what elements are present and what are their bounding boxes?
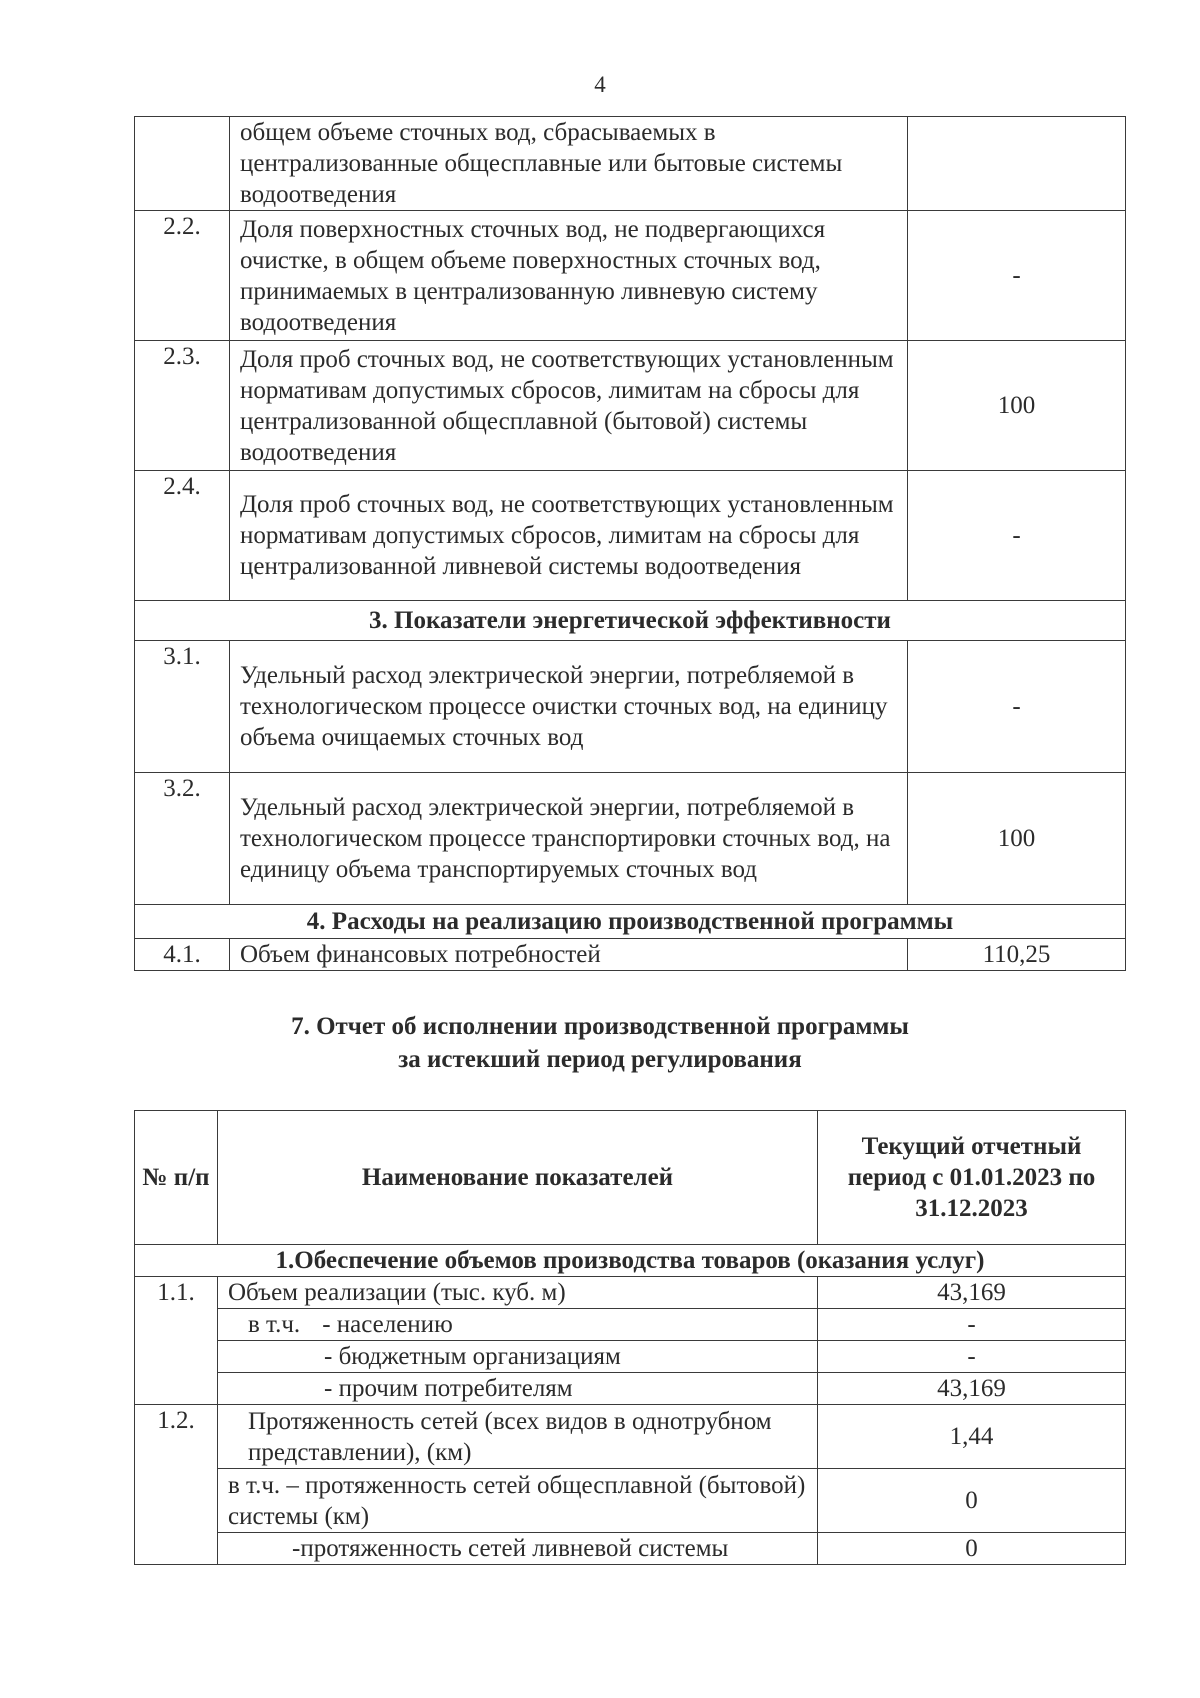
indicator-name: - прочим потребителям — [218, 1373, 818, 1405]
indicator-name: - бюджетным организациям — [218, 1341, 818, 1373]
indicators-table — [134, 116, 1126, 971]
section-row — [135, 905, 1126, 939]
table-row — [135, 117, 1126, 211]
table-row — [135, 1341, 1126, 1373]
prefix-label: в т.ч. — [248, 1311, 301, 1338]
indicator-value: 1,44 — [818, 1405, 1126, 1469]
indicator-name: Объем финансовых потребностей — [230, 939, 908, 971]
indicator-value: - — [908, 471, 1126, 601]
row-number: 2.4. — [135, 471, 230, 601]
indicator-name: Протяженность сетей (всех видов в однотрубном представлении), (км) — [218, 1405, 818, 1469]
indicator-value: 110,25 — [908, 939, 1126, 971]
table-row — [135, 1373, 1126, 1405]
table-row — [135, 211, 1126, 341]
table-row — [135, 773, 1126, 905]
indicator-value: 0 — [818, 1533, 1126, 1565]
indicator-name: Доля проб сточных вод, не соответствующих установленным нормативам допустимых сбросов, лимитам на сбросы для централизованной ливневой системы водоотведения — [230, 471, 908, 601]
section-heading: 1.Обеспечение объемов производства товаров (оказания услуг) — [135, 1245, 1126, 1277]
report-table — [134, 1110, 1126, 1565]
section-row — [135, 601, 1126, 641]
row-number: 3.2. — [135, 773, 230, 905]
indicator-value: 100 — [908, 341, 1126, 471]
indicator-value: 100 — [908, 773, 1126, 905]
header-period: Текущий отчетный период с 01.01.2023 по 31.12.2023 — [818, 1111, 1126, 1245]
indicator-name: Удельный расход электрической энергии, потребляемой в технологическом процессе транспортировки сточных вод, на единицу объема транспортируемых сточных вод — [230, 773, 908, 905]
section-7-title-line-2: за истекший период регулирования — [398, 1046, 802, 1073]
table-row — [135, 1469, 1126, 1533]
row-number: 4.1. — [135, 939, 230, 971]
indicator-value: - — [908, 211, 1126, 341]
table-row — [135, 1309, 1126, 1341]
section-7-title — [0, 1010, 1200, 1076]
page-number: 4 — [594, 72, 606, 97]
table-row — [135, 641, 1126, 773]
indicator-name: Доля проб сточных вод, не соответствующих установленным нормативам допустимых сбросов, лимитам на сбросы для централизованной общесплавной (бытовой) системы водоотведения — [230, 341, 908, 471]
row-number: 1.1. — [135, 1277, 218, 1405]
indicator-name: общем объеме сточных вод, сбрасываемых в централизованные общесплавные или бытовые системы водоотведения — [230, 117, 908, 211]
table-row — [135, 1533, 1126, 1565]
row-number: 2.2. — [135, 211, 230, 341]
section-row — [135, 1245, 1126, 1277]
indicator-value — [908, 117, 1126, 211]
header-num: № п/п — [135, 1111, 218, 1245]
row-number: 2.3. — [135, 341, 230, 471]
indicator-value: - — [818, 1309, 1126, 1341]
row-number: 3.1. — [135, 641, 230, 773]
indicator-value: 0 — [818, 1469, 1126, 1533]
indicator-value: 43,169 — [818, 1373, 1126, 1405]
indicator-value: - — [818, 1341, 1126, 1373]
table-row — [135, 341, 1126, 471]
table-row — [135, 471, 1126, 601]
row-number: 1.2. — [135, 1405, 218, 1565]
table-row — [135, 1405, 1126, 1469]
table-row — [135, 939, 1126, 971]
section-heading: 4. Расходы на реализацию производственной программы — [135, 905, 1126, 939]
indicator-subname: - населению — [322, 1311, 453, 1338]
row-number — [135, 117, 230, 211]
section-7-title-line-1: 7. Отчет об исполнении производственной программы — [291, 1013, 909, 1040]
header-row — [135, 1111, 1126, 1245]
indicator-name: Объем реализации (тыс. куб. м) — [218, 1277, 818, 1309]
header-name: Наименование показателей — [218, 1111, 818, 1245]
indicator-name: Удельный расход электрической энергии, потребляемой в технологическом процессе очистки сточных вод, на единицу объема очищаемых сточных вод — [230, 641, 908, 773]
indicator-name — [218, 1309, 818, 1341]
indicator-name: в т.ч. – протяженность сетей общесплавной (бытовой) системы (км) — [218, 1469, 818, 1533]
indicator-name: Доля поверхностных сточных вод, не подвергающихся очистке, в общем объеме поверхностных сточных вод, принимаемых в централизованную ливневую систему водоотведения — [230, 211, 908, 341]
indicator-value: 43,169 — [818, 1277, 1126, 1309]
indicator-value: - — [908, 641, 1126, 773]
indicator-name: -протяженность сетей ливневой системы — [218, 1533, 818, 1565]
table-row — [135, 1277, 1126, 1309]
section-heading: 3. Показатели энергетической эффективности — [135, 601, 1126, 641]
